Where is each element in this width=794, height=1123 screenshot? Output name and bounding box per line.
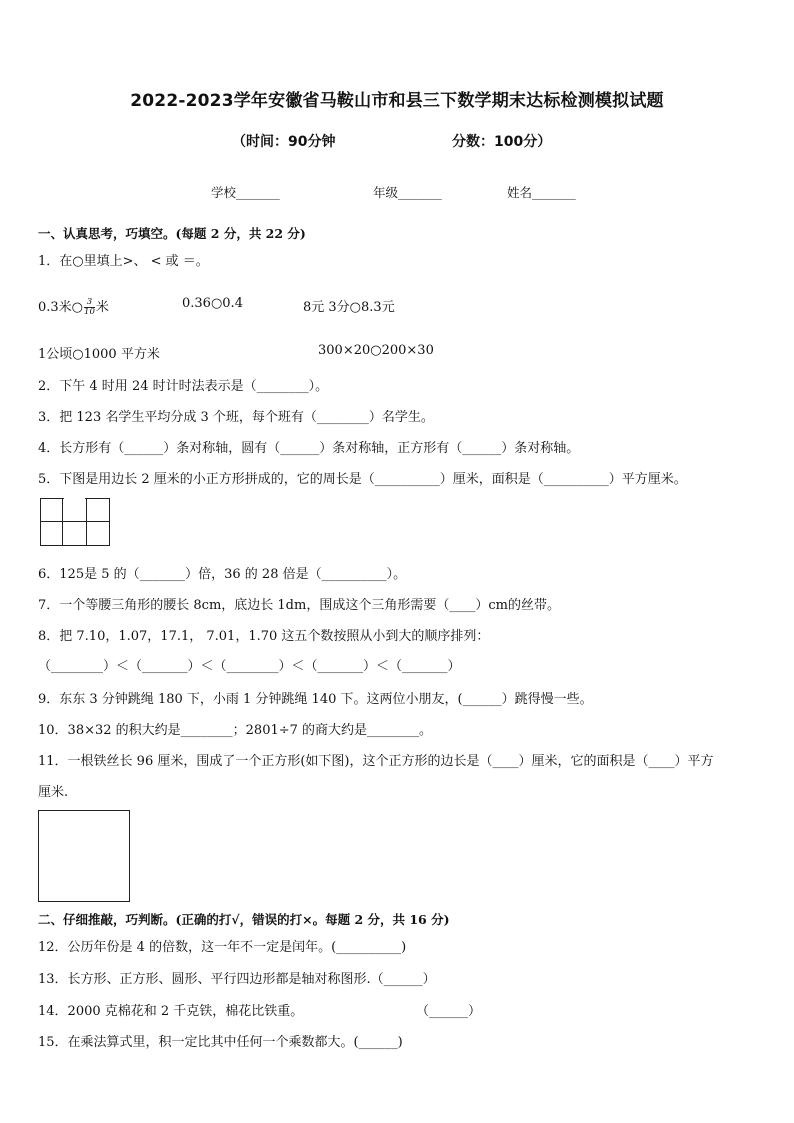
question-8-blanks: （________）＜（_______）＜（________）＜（_______）＜（_______）: [38, 659, 461, 674]
item-a-prefix: 0.3米○: [38, 300, 84, 315]
question-1-item-e: 300×20○200×30: [318, 343, 434, 358]
exam-time: （时间：90分钟: [232, 134, 336, 150]
name-field: 姓名_______: [507, 185, 576, 200]
fraction-denominator: 10: [84, 307, 95, 317]
question-10: 10．38×32 的积大约是________；2801÷7 的商大约是________。: [38, 723, 433, 738]
fraction-numerator: 3: [84, 298, 95, 308]
question-7: 7．一个等腰三角形的腰长 8cm，底边长 1dm，围成这个三角形需要（____）cm的丝带。: [38, 598, 560, 613]
fraction: [84, 298, 95, 317]
item-a-suffix: 米: [95, 300, 109, 315]
question-14: 14．2000 克棉花和 2 千克铁，棉花比铁重。: [38, 1004, 304, 1019]
question-15: 15．在乘法算式里，积一定比其中任何一个乘数都大。(______): [38, 1035, 403, 1050]
school-field: 学校_______: [211, 185, 280, 200]
question-1: 1．在○里填上>、 < 或 ＝。: [38, 254, 209, 269]
question-1-item-d: 1公顷○1000 平方米: [38, 347, 160, 362]
question-9: 9．东东 3 分钟跳绳 180 下，小雨 1 分钟跳绳 140 下。这两位小朋友，(______）跳得慢一些。: [38, 692, 593, 707]
figure-gap: [64, 498, 85, 520]
question-6: 6．125是 5 的（_______）倍，36 的 28 倍是（__________）。: [38, 567, 407, 582]
question-8: 8．把 7.10，1.07，17.1， 7.01，1.70 这五个数按照从小到大的顺序排列：: [38, 629, 490, 644]
q11-square-figure: [38, 810, 130, 902]
question-14-blank: （______）: [416, 1004, 482, 1019]
exam-score: 分数：100分）: [452, 134, 552, 150]
question-2: 2．下午 4 时用 24 时计时法表示是（________）。: [38, 379, 329, 394]
section-2-heading: 二、仔细推敲，巧判断。(正确的打√，错误的打×。每题 2 分，共 16 分): [38, 912, 450, 927]
grade-field: 年级_______: [373, 185, 442, 200]
section-1-heading: 一、认真思考，巧填空。(每题 2 分，共 22 分): [38, 226, 306, 241]
question-12: 12．公历年份是 4 的倍数，这一年不一定是闰年。(__________): [38, 940, 407, 955]
question-11-continued: 厘米.: [38, 785, 69, 800]
question-4: 4．长方形有（______）条对称轴，圆有（______）条对称轴，正方形有（______）条对称轴。: [38, 441, 580, 456]
figure-divider: [40, 521, 110, 522]
question-11: 11．一根铁丝长 96 厘米，围成了一个正方形(如下图)，这个正方形的边长是（____）厘米，它的面积是（____）平方: [38, 754, 714, 769]
question-1-item-a: [38, 296, 109, 317]
exam-title: 2022-2023学年安徽省马鞍山市和县三下数学期末达标检测模拟试题: [130, 91, 664, 111]
question-5: 5．下图是用边长 2 厘米的小正方形拼成的，它的周长是（__________）厘米，面积是（__________）平方厘米。: [38, 472, 687, 487]
question-1-item-c: 8元 3分○8.3元: [303, 300, 395, 315]
question-1-item-b: 0.36○0.4: [182, 296, 243, 311]
question-13: 13．长方形、正方形、圆形、平行四边形都是轴对称图形.（______）: [38, 972, 436, 987]
question-3: 3．把 123 名学生平均分成 3 个班，每个班有（________）名学生。: [38, 410, 434, 425]
